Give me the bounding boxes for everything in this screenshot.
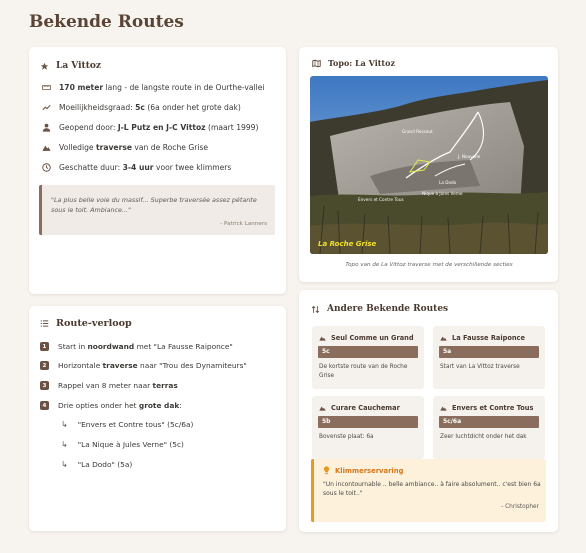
route-option: ↳ "La Nique à Jules Verne" (5c) xyxy=(61,440,184,449)
route-card-seul[interactable] xyxy=(312,326,424,389)
summary-quote xyxy=(39,185,275,235)
mountain-icon xyxy=(42,143,51,152)
tip-author: - Christopher xyxy=(501,504,539,510)
fact-duration: Geschatte duur: 3-4 uur voor twee klimmers xyxy=(42,163,231,172)
mountain-icon xyxy=(440,405,447,411)
summary-title-text: La Vittoz xyxy=(56,61,101,71)
ruler-icon xyxy=(42,83,51,92)
clock-icon xyxy=(42,163,51,172)
route-card-curare[interactable] xyxy=(312,396,424,459)
route-option: ↳ "Envers et Contre tous" (5c/6a) xyxy=(61,420,194,429)
topo-photo-label: La Roche Grise xyxy=(318,240,377,248)
arrow-return-icon: ↳ xyxy=(61,460,68,469)
step-number: 2 xyxy=(40,361,49,370)
grade-badge: 5c/6a xyxy=(439,416,539,428)
other-routes-card xyxy=(299,290,558,532)
grade-badge: 5a xyxy=(439,346,539,358)
topo-label-grand-ressaut: Grand Ressaut xyxy=(402,129,433,134)
mountain-icon xyxy=(319,405,326,411)
chart-line-icon xyxy=(42,103,51,112)
arrow-return-icon: ↳ xyxy=(61,440,68,449)
route-step: 3 Rappel van 8 meter naar terras xyxy=(40,381,178,390)
quote-author: - Patrick Lanners xyxy=(220,221,267,227)
route-card-desc: De kortste route van de Roche Grise xyxy=(319,364,408,379)
fact-length: 170 meter lang - de langste route in de Ourthe-vallei xyxy=(42,83,265,92)
route-title: Route-verloop xyxy=(40,318,132,329)
summary-title xyxy=(40,61,101,71)
step-number: 4 xyxy=(40,401,49,410)
topo-label-nique: Nique à Jules Verne xyxy=(422,191,463,196)
topo-label-nouvelle: J. Nouvelle xyxy=(458,154,481,159)
topo-label-envers: Envers et Contre Tous xyxy=(358,197,404,202)
climber-tip xyxy=(311,459,546,522)
fact-traverse: Volledige traverse van de Roche Grise xyxy=(42,143,208,152)
route-step: 1 Start in noordwand met "La Fausse Raiponce" xyxy=(40,342,233,351)
route-step: 2 Horizontale traverse naar "Trou des Dynamiteurs" xyxy=(40,361,247,370)
fact-grade: Moeilijkheidsgraad: 5c (6a onder het grote dak) xyxy=(42,103,241,112)
swap-arrows-icon xyxy=(311,305,320,314)
step-number: 1 xyxy=(40,342,49,351)
route-step: 4 Drie opties onder het grote dak: xyxy=(40,401,182,410)
route-card-envers[interactable] xyxy=(433,396,545,459)
summary-card xyxy=(29,47,286,294)
route-card-fausse[interactable] xyxy=(433,326,545,389)
fact-opened: Geopend door: J-L Putz en J-C Vittoz (maart 1999) xyxy=(42,123,258,132)
list-icon xyxy=(40,319,49,328)
route-card-desc: Start van La Vittoz traverse xyxy=(440,364,520,370)
step-number: 3 xyxy=(40,381,49,390)
route-card-desc: Bovenste plaat: 6a xyxy=(319,434,374,440)
map-icon xyxy=(312,59,321,68)
route-card-title: Envers et Contre Tous xyxy=(440,404,533,412)
arrow-return-icon: ↳ xyxy=(61,420,68,429)
topo-title: Topo: La Vittoz xyxy=(312,58,395,68)
grade-badge: 5c xyxy=(318,346,418,358)
route-card-title: La Fausse Raiponce xyxy=(440,334,525,342)
route-card xyxy=(29,306,286,531)
lightbulb-icon xyxy=(323,466,330,475)
quote-text: "La plus belle voie du massif... Superbe traversée assez pétante sous le toit. Ambiance..." xyxy=(51,196,257,214)
mountain-icon xyxy=(319,335,326,341)
topo-card xyxy=(299,47,558,282)
topo-label-dodo: La Dodo xyxy=(439,180,457,185)
mountain-icon xyxy=(440,335,447,341)
topo-caption: Topo van de La Vittoz traverse met de verschillende secties xyxy=(345,262,513,268)
route-card-title: Seul Comme un Grand xyxy=(319,334,414,342)
route-card-desc: Zeer luchtdicht onder het dak xyxy=(440,434,527,440)
other-routes-title: Andere Bekende Routes xyxy=(311,304,448,314)
topo-photo[interactable] xyxy=(310,76,548,254)
tip-title: Klimmerservaring xyxy=(323,466,403,475)
star-icon xyxy=(40,62,49,71)
grade-badge: 5b xyxy=(318,416,418,428)
route-card-title: Curare Cauchemar xyxy=(319,404,400,412)
page-title: Bekende Routes xyxy=(29,12,184,32)
tip-text: "Un incontournable .. belle ambiance.. à faire absolument.. c'est bien 6a sous le toit.." xyxy=(323,481,541,497)
route-option: ↳ "La Dodo" (5a) xyxy=(61,460,133,469)
user-icon xyxy=(42,123,51,132)
